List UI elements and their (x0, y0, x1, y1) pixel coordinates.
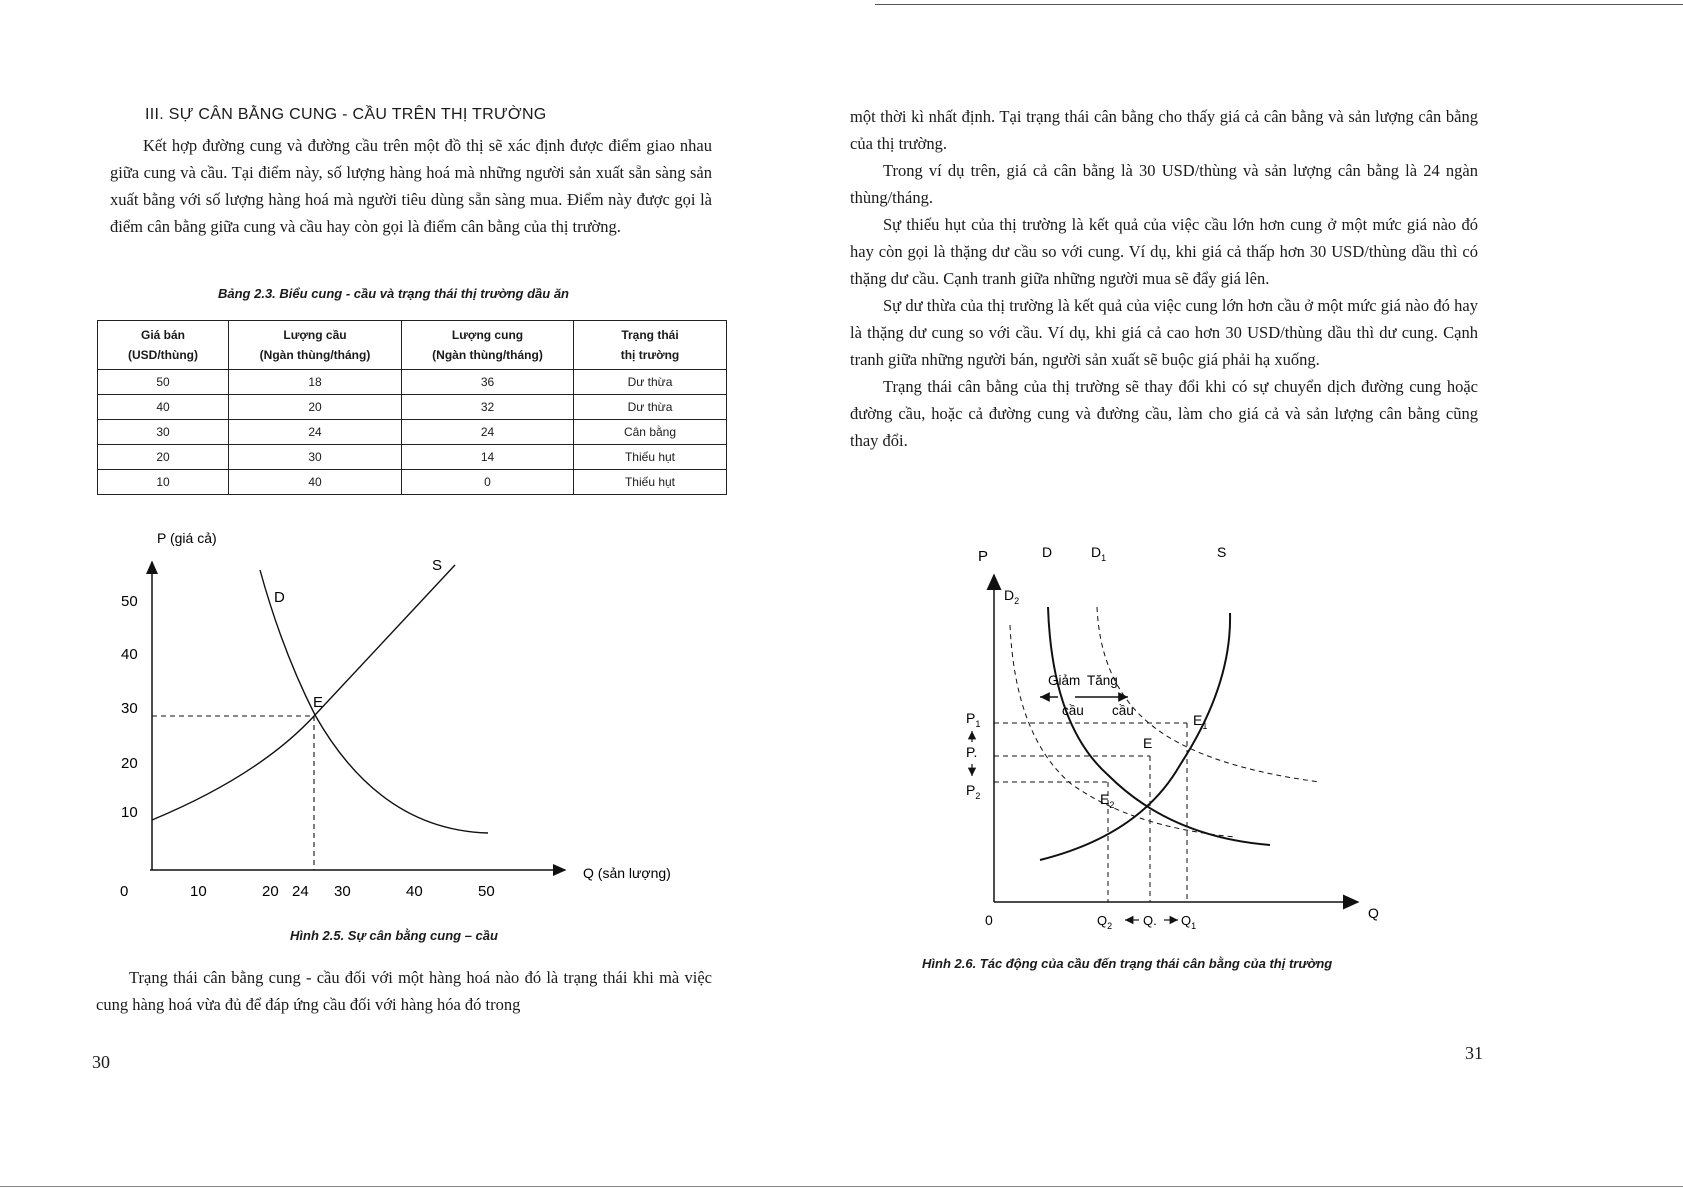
fig1-supply-label: S (432, 557, 443, 574)
table-cell: 24 (402, 420, 574, 445)
left-paragraph-1 (110, 132, 712, 240)
table-cell: Thiếu hụt (574, 470, 727, 495)
right-paragraph-5: Trạng thái cân bằng của thị trường sẽ thay đổi khi có sự chuyển dịch đường cung hoặc đường cầu, hoặc cả đường cung và đường cầu, làm cho giá cả và sản lượng cân bằng cũng thay đổi. (850, 377, 1478, 450)
fig2-d2-label: $D_2$ (1004, 587, 1020, 606)
bottom-rule (0, 1186, 1683, 1187)
fig2-demand-word-right: cầu (1112, 703, 1134, 718)
top-rule (875, 4, 1683, 5)
table-caption: Bảng 2.3. Biểu cung - cầu và trạng thái thị trường dầu ăn (218, 286, 569, 301)
table-cell: 20 (98, 445, 229, 470)
fig2-q0-label: Q. (1143, 913, 1157, 928)
fig1-x-tick-10: 10 (190, 883, 207, 900)
table-cell: Dư thừa (574, 395, 727, 420)
table-header-cell: Lượng cầu (Ngàn thùng/tháng) (229, 321, 402, 370)
fig1-x-tick-30: 30 (334, 883, 351, 900)
table-cell: 0 (402, 470, 574, 495)
fig1-demand-curve (260, 570, 488, 833)
fig2-s-label: S (1217, 545, 1227, 560)
figure-2-6-caption: Hình 2.6. Tác động của cầu đến trạng thái cân bằng của thị trường (922, 956, 1333, 971)
fig2-demand-d2-curve (1010, 625, 1235, 837)
table-cell: Cân bằng (574, 420, 727, 445)
left-paragraph-2 (96, 964, 712, 1018)
fig2-demand-word-left: cầu (1062, 703, 1084, 718)
right-paragraph-3: Sự thiếu hụt của thị trường là kết quả của việc cầu lớn hơn cung ở một mức giá nào đó hay còn gọi là thặng dư cầu so với cung. Ví dụ, khi giá cả thấp hơn 30 USD/thùng dầu thì có thặng dư cầu. Cạnh tranh giữa những người mua sẽ đẩy giá lên. (850, 215, 1478, 288)
fig2-p0-label: P. (966, 744, 978, 760)
table-cell: 18 (229, 370, 402, 395)
table-header-row (98, 321, 727, 370)
fig2-d-label: D (1042, 545, 1053, 560)
left-paragraph-1-text: Kết hợp đường cung và đường cầu trên một đồ thị sẽ xác định được điểm giao nhau giữa cung và cầu. Tại điểm này, số lượng hàng hoá mà những người sản xuất sẵn sàng sản xuất bằng với số lượng hàng hoá mà người tiêu dùng sẵn sàng mua. Điểm này được gọi là điểm cân bằng giữa cung và cầu hay còn gọi là điểm cân bằng của thị trường. (110, 136, 712, 236)
figure-2-6-chart (940, 545, 1380, 940)
fig2-supply-curve (1040, 613, 1230, 860)
table-cell: Thiếu hụt (574, 445, 727, 470)
left-paragraph-2-text: Trạng thái cân bằng cung - cầu đối với một hàng hoá nào đó là trạng thái khi mà việc cung hàng hoá vừa đủ để đáp ứng cầu đối với hàng hóa đó trong (96, 968, 712, 1014)
table-header-cell: Giá bán (USD/thùng) (98, 321, 229, 370)
table-cell: 24 (229, 420, 402, 445)
table-cell: 36 (402, 370, 574, 395)
table-row (98, 470, 727, 495)
fig2-d1-label: $D_1$ (1091, 545, 1107, 563)
supply-demand-table (97, 320, 727, 495)
figure-2-5-chart (0, 520, 720, 920)
fig1-x-tick-40: 40 (406, 883, 423, 900)
fig1-y-tick-50: 50 (121, 593, 138, 610)
fig2-origin-label: 0 (985, 912, 993, 928)
fig1-y-tick-10: 10 (121, 804, 138, 821)
table-cell: 30 (229, 445, 402, 470)
fig1-origin-label: 0 (120, 883, 129, 900)
table-header-cell: Trạng thái thị trường (574, 321, 727, 370)
table-cell: 30 (98, 420, 229, 445)
table-cell: 10 (98, 470, 229, 495)
fig2-p1-label: $P_1$ (966, 710, 981, 729)
table-cell: 40 (98, 395, 229, 420)
fig2-q-axis-label: Q (1368, 905, 1379, 921)
table-row (98, 370, 727, 395)
page-number-right: 31 (1465, 1043, 1483, 1063)
fig2-e2-label: $E_2$ (1100, 791, 1115, 810)
table-row (98, 445, 727, 470)
table-header-cell: Lượng cung (Ngàn thùng/tháng) (402, 321, 574, 370)
right-text-block (850, 103, 1478, 454)
fig2-demand-curve (1048, 607, 1270, 845)
table-cell: 40 (229, 470, 402, 495)
fig2-q2-label: $Q_2$ (1097, 913, 1113, 931)
fig1-p-axis-label: P (giá cả) (157, 530, 217, 546)
figure-2-5-caption: Hình 2.5. Sự cân bằng cung – cầu (290, 928, 498, 943)
right-paragraph-2: Trong ví dụ trên, giá cả cân bằng là 30 USD/thùng và sản lượng cân bằng là 24 ngàn thùng/tháng. (850, 161, 1478, 207)
fig1-x-tick-20: 20 (262, 883, 279, 900)
fig2-e1-label: $E_1$ (1193, 712, 1208, 731)
table-row (98, 420, 727, 445)
fig2-e-label: E (1143, 735, 1153, 751)
fig1-x-tick-50: 50 (478, 883, 495, 900)
table-cell: Dư thừa (574, 370, 727, 395)
fig2-p2-label: $P_2$ (966, 782, 981, 801)
fig1-y-tick-40: 40 (121, 646, 138, 663)
fig2-p-axis-label: P (978, 548, 989, 565)
fig2-increase-label: Tăng (1087, 673, 1118, 688)
fig2-decrease-label: Giảm (1048, 673, 1081, 688)
table-cell: 20 (229, 395, 402, 420)
table-cell: 14 (402, 445, 574, 470)
fig2-q1-label: $Q_1$ (1181, 913, 1197, 931)
fig1-demand-label: D (274, 589, 285, 606)
fig1-x-tick-24: 24 (292, 883, 309, 900)
right-paragraph-4: Sự dư thừa của thị trường là kết quả của việc cung lớn hơn cầu ở một mức giá nào đó hay là thặng dư cung so với cầu. Ví dụ, khi giá cả cao hơn 30 USD/thùng dầu thì dư cung. Cạnh tranh giữa những người bán, người sản xuất sẽ buộc giá phải hạ xuống. (850, 296, 1478, 369)
fig1-y-tick-20: 20 (121, 755, 138, 772)
page-number-left: 30 (92, 1052, 110, 1072)
table-row (98, 395, 727, 420)
section-heading: III. SỰ CÂN BẰNG CUNG - CẦU TRÊN THỊ TRƯỜNG (145, 106, 547, 123)
right-paragraph-1: một thời kì nhất định. Tại trạng thái cân bằng cho thấy giá cả cân bằng và sản lượng cân bằng của thị trường. (850, 107, 1478, 153)
fig1-q-axis-label: Q (sản lượng) (583, 865, 671, 881)
fig1-equilibrium-label: E (313, 694, 324, 711)
table-cell: 50 (98, 370, 229, 395)
table-cell: 32 (402, 395, 574, 420)
fig1-y-tick-30: 30 (121, 700, 138, 717)
